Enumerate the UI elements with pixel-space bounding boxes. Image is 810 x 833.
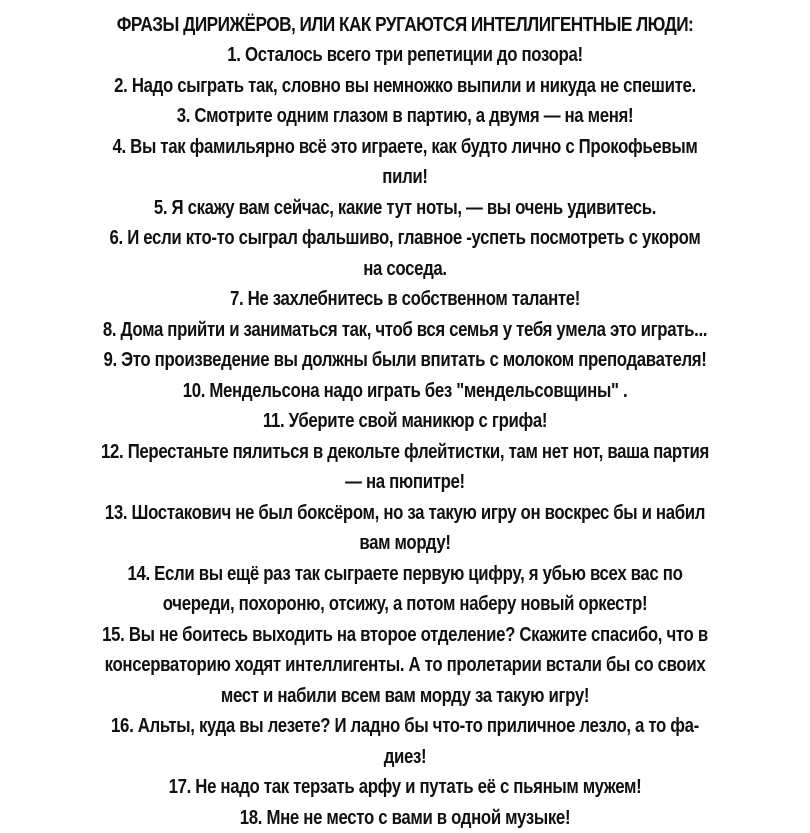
phrase-line: 6. И если кто-то сыграл фальшиво, главное -успеть посмотреть с укором bbox=[70, 223, 740, 254]
phrase-line: диез! bbox=[70, 742, 740, 773]
phrase-line: 14. Если вы ещё раз так сыграете первую цифру, я убью всех вас по bbox=[70, 559, 740, 590]
phrase-item bbox=[6, 223, 804, 284]
phrase-item bbox=[6, 559, 804, 620]
phrase-line: 2. Надо сыграть так, словно вы немножко выпили и никуда не спешите. bbox=[70, 71, 740, 102]
phrase-item bbox=[6, 132, 804, 193]
phrase-item bbox=[6, 345, 804, 376]
document-title: ФРАЗЫ ДИРИЖЁРОВ, ИЛИ КАК РУГАЮТСЯ ИНТЕЛЛИГЕНТНЫЕ ЛЮДИ: bbox=[62, 10, 748, 40]
phrase-item bbox=[6, 406, 804, 437]
phrase-item bbox=[6, 315, 804, 346]
phrase-line: очереди, похороню, отсижу, а потом наберу новый оркестр! bbox=[70, 589, 740, 620]
phrase-line: 3. Смотрите одним глазом в партию, а двумя — на меня! bbox=[70, 101, 740, 132]
phrase-item bbox=[6, 803, 804, 833]
phrase-line: 17. Не надо так терзать арфу и путать её с пьяным мужем! bbox=[70, 772, 740, 803]
phrase-line: 12. Перестаньте пялиться в декольте флейтистки, там нет нот, ваша партия bbox=[70, 437, 740, 468]
phrase-line: 9. Это произведение вы должны были впитать с молоком преподавателя! bbox=[70, 345, 740, 376]
phrase-line: на соседа. bbox=[70, 254, 740, 285]
phrase-line: 10. Мендельсона надо играть без "мендельсовщины" . bbox=[70, 376, 740, 407]
phrase-line: 16. Альты, куда вы лезете? И ладно бы что-то приличное лезло, а то фа- bbox=[70, 711, 740, 742]
phrase-line: 11. Уберите свой маникюр с грифа! bbox=[70, 406, 740, 437]
phrase-item bbox=[6, 711, 804, 772]
phrase-line: консерваторию ходят интеллигенты. А то пролетарии встали бы со своих bbox=[70, 650, 740, 681]
phrase-line: 5. Я скажу вам сейчас, какие тут ноты, — вы очень удивитесь. bbox=[70, 193, 740, 224]
phrase-item bbox=[6, 40, 804, 71]
phrase-line: 13. Шостакович не был боксёром, но за такую игру он воскрес бы и набил bbox=[70, 498, 740, 529]
phrase-line: 1. Осталось всего три репетиции до позора! bbox=[70, 40, 740, 71]
phrase-line: мест и набили всем вам морду за такую игру! bbox=[70, 681, 740, 712]
phrase-item bbox=[6, 193, 804, 224]
phrase-item bbox=[6, 437, 804, 498]
phrase-line: — на пюпитре! bbox=[70, 467, 740, 498]
phrase-item bbox=[6, 376, 804, 407]
phrase-item bbox=[6, 284, 804, 315]
phrase-item bbox=[6, 498, 804, 559]
phrase-line: вам морду! bbox=[70, 528, 740, 559]
phrase-line: 18. Мне не место с вами в одной музыке! bbox=[70, 803, 740, 833]
phrase-line: 8. Дома прийти и заниматься так, чтоб вся семья у тебя умела это играть... bbox=[70, 315, 740, 346]
phrase-list bbox=[6, 40, 804, 833]
phrase-item bbox=[6, 620, 804, 712]
phrase-line: 4. Вы так фамильярно всё это играете, как будто лично с Прокофьевым bbox=[70, 132, 740, 163]
phrase-item bbox=[6, 71, 804, 102]
phrase-line: пили! bbox=[70, 162, 740, 193]
phrase-item bbox=[6, 772, 804, 803]
phrase-line: 15. Вы не боитесь выходить на второе отделение? Скажите спасибо, что в bbox=[70, 620, 740, 651]
phrase-line: 7. Не захлебнитесь в собственном таланте! bbox=[70, 284, 740, 315]
phrase-item bbox=[6, 101, 804, 132]
